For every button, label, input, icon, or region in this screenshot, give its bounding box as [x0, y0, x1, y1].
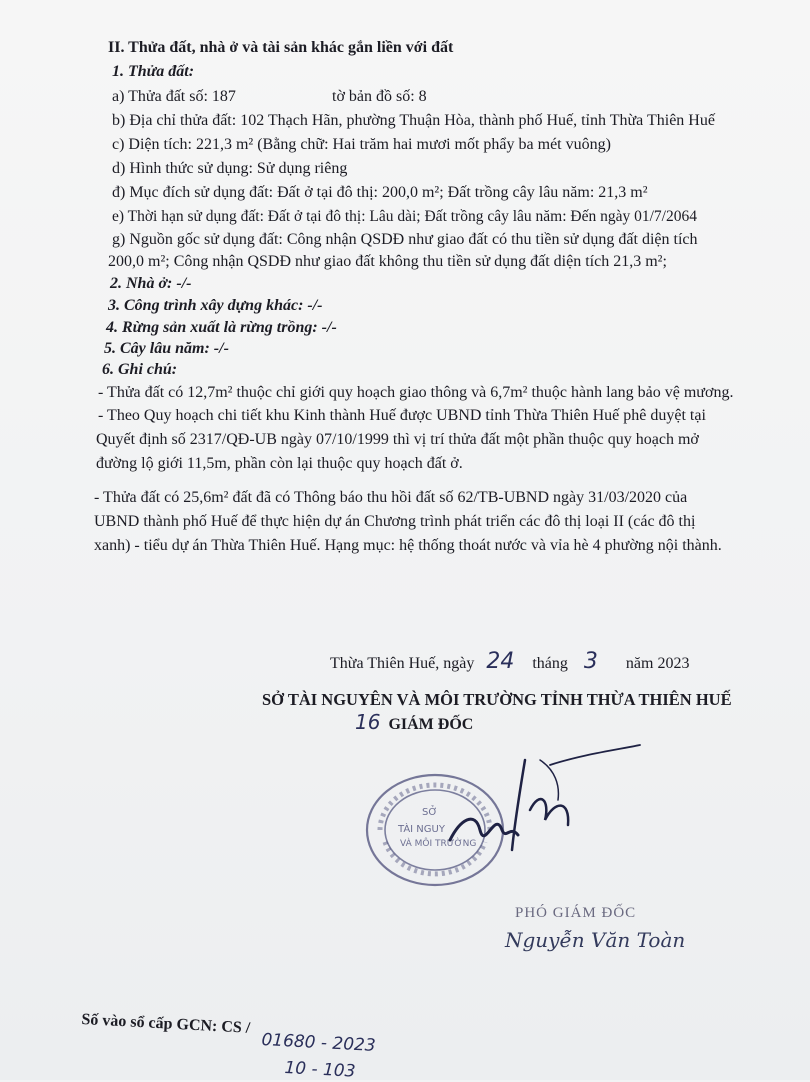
other-construction-heading: 3. Công trình xây dựng khác: -/-: [108, 297, 323, 314]
signer-title: PHÓ GIÁM ĐỐC: [515, 905, 637, 921]
director-title: GIÁM ĐỐC: [388, 716, 474, 733]
note-2-line1: - Theo Quy hoạch chi tiết khu Kinh thành Huế được UBND tỉnh Thừa Thiên Huế phê duyệt tại: [98, 407, 706, 424]
svg-text:VÀ MÔI TRƯỜNG: VÀ MÔI TRƯỜNG: [400, 839, 477, 849]
section-title: II. Thửa đất, nhà ở và tài sản khác gắn liền với đất: [108, 39, 454, 56]
date-prefix: Thừa Thiên Huế, ngày: [330, 655, 475, 672]
date-year: năm 2023: [625, 655, 690, 672]
signature-title-line: [355, 712, 473, 735]
svg-text:TÀI NGUY: TÀI NGUY: [398, 824, 445, 835]
note-3-line3: xanh) - tiểu dự án Thừa Thiên Huế. Hạng mục: hệ thống thoát nước và vỉa hè 4 phường nội thành.: [94, 537, 722, 554]
registration-number: 01680 - 2023: [260, 1030, 377, 1056]
map-sheet-number: tờ bản đồ số: 8: [332, 88, 427, 105]
note-3-line1: - Thửa đất có 25,6m² đất đã có Thông báo thu hồi đất số 62/TB-UBND ngày 31/03/2020 của: [94, 489, 688, 506]
parcel-address: b) Địa chỉ thửa đất: 102 Thạch Hãn, phường Thuận Hòa, thành phố Huế, tỉnh Thừa Thiên Huế: [112, 112, 715, 129]
note-2-line3: đường lộ giới 11,5m, phần còn lại thuộc quy hoạch đất ở.: [96, 455, 463, 472]
note-1: - Thửa đất có 12,7m² thuộc chỉ giới quy hoạch giao thông và 6,7m² thuộc hành lang bảo vệ mương.: [98, 384, 734, 401]
land-parcel-heading: 1. Thửa đất:: [112, 63, 195, 80]
planted-forest-heading: 4. Rừng sản xuất là rừng trồng: -/-: [106, 319, 337, 336]
svg-text:SỞ: SỞ: [422, 807, 438, 818]
registration-label: Số vào sổ cấp GCN: CS /: [81, 1010, 251, 1037]
notes-heading: 6. Ghi chú:: [102, 361, 178, 378]
perennial-trees-heading: 5. Cây lâu năm: -/-: [104, 340, 229, 357]
land-origin-line1: g) Nguồn gốc sử dụng đất: Công nhận QSDĐ như giao đất có thu tiền sử dụng đất diện tích: [112, 231, 698, 248]
registration-number-2: 10 - 103: [283, 1058, 356, 1082]
handwritten-signature: [440, 740, 650, 870]
use-form: d) Hình thức sử dụng: Sử dụng riêng: [112, 160, 348, 177]
date-month-label: tháng: [532, 655, 568, 672]
signer-name: Nguyễn Văn Toàn: [505, 928, 686, 952]
land-origin-line2: 200,0 m²; Công nhận QSDĐ như giao đất không thu tiền sử dụng đất diện tích 21,3 m²;: [108, 253, 667, 270]
note-3-line2: UBND thành phố Huế để thực hiện dự án Chương trình phát triển các đô thị loại II (các đô thị: [94, 513, 696, 530]
parcel-number: a) Thửa đất số: 187: [112, 88, 236, 105]
date-day: 24: [486, 649, 515, 674]
note-2-line2: Quyết định số 2317/QĐ-UB ngày 07/10/1999 thì vị trí thửa đất một phần thuộc quy hoạch mở: [96, 431, 699, 448]
use-purpose: đ) Mục đích sử dụng đất: Đất ở tại đô thị: 200,0 m²; Đất trồng cây lâu năm: 21,3 m²: [112, 184, 648, 201]
issue-date: [330, 649, 690, 674]
use-term: e) Thời hạn sử dụng đất: Đất ở tại đô thị: Lâu dài; Đất trồng cây lâu năm: Đến ngày 01/7/2064: [112, 208, 697, 225]
parcel-area: c) Diện tích: 221,3 m² (Bằng chữ: Hai trăm hai mươi mốt phẩy ba mét vuông): [112, 136, 611, 153]
issuing-authority: SỞ TÀI NGUYÊN VÀ MÔI TRƯỜNG TỈNH THỪA THIÊN HUẾ: [262, 690, 732, 709]
house-heading: 2. Nhà ở: -/-: [110, 275, 192, 292]
kt-mark: 16: [355, 710, 381, 734]
date-month: 3: [583, 649, 598, 674]
